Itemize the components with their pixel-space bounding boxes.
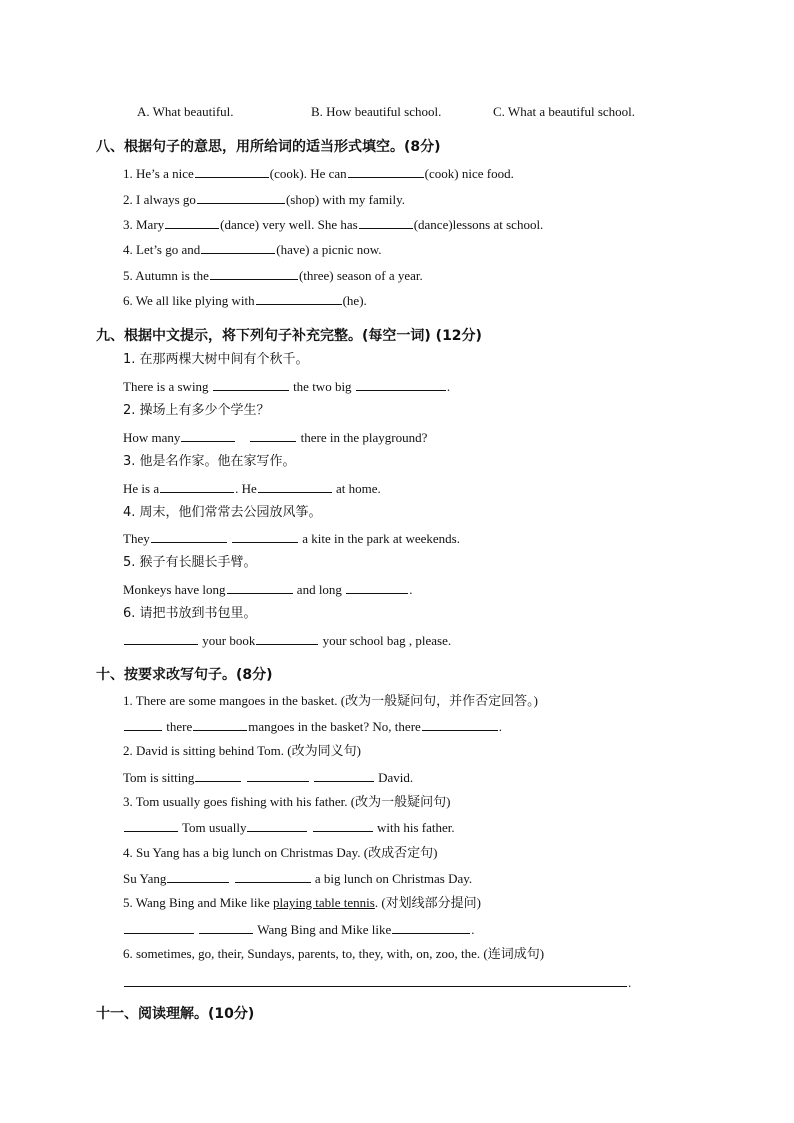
text: David. (378, 770, 414, 785)
blank[interactable] (181, 429, 235, 442)
blank[interactable] (247, 769, 309, 782)
text: (dance)lessons at school. (413, 217, 544, 232)
text: . (471, 922, 475, 937)
s10-q4: 4. Su Yang has a big lunch on Christmas Day. (改成否定句) (123, 845, 438, 860)
text: (three) season of a year. (298, 268, 423, 283)
blank[interactable] (258, 480, 332, 493)
blank[interactable] (124, 974, 627, 987)
text: Tom usually (182, 820, 247, 835)
blank[interactable] (199, 921, 253, 934)
blank[interactable] (227, 581, 293, 594)
text: there (166, 719, 193, 734)
s10-q2: 2. David is sitting behind Tom. (改为同义句) (123, 743, 361, 758)
section-9-heading: 九、根据中文提示，将下列句子补充完整。(每空一词) (12分) (96, 328, 482, 344)
blank[interactable] (124, 819, 178, 832)
text: 2. I always go (123, 192, 196, 207)
text: . (498, 719, 503, 734)
blank[interactable] (124, 921, 194, 934)
text: (dance) very well. She has (220, 217, 358, 232)
blank[interactable] (346, 581, 408, 594)
text: 1. He’s a nice (123, 166, 194, 181)
text: How many (123, 430, 181, 445)
blank[interactable] (235, 870, 311, 883)
text: . (446, 379, 451, 394)
s10-q3: 3. Tom usually goes fishing with his father. (改为一般疑问句) (123, 794, 451, 809)
text: with his father. (376, 820, 455, 835)
s10-q3-answer (123, 819, 455, 836)
blank[interactable] (256, 292, 342, 305)
s8-question-5 (123, 267, 423, 284)
text: 5. Autumn is the (123, 268, 209, 283)
text: 5. Wang Bing and Mike like (123, 895, 270, 910)
text: . (对划线部分提问) (374, 895, 481, 910)
text: Tom is sitting (123, 770, 195, 785)
text: a big lunch on Christmas Day. (314, 871, 473, 886)
text: (cook) nice food. (424, 166, 514, 181)
text: Su Yang (123, 871, 167, 886)
text: (cook). He can (269, 166, 347, 181)
s9-q3-chinese: 3. 他是名作家。他在家写作。 (123, 454, 296, 469)
text: He is a (123, 481, 160, 496)
s9-q3-answer (123, 480, 381, 497)
section-10-heading: 十、按要求改写句子。(8分) (96, 667, 273, 683)
text: (have) a picnic now. (276, 242, 382, 257)
blank[interactable] (213, 378, 289, 391)
text: 4. Let’s go and (123, 242, 201, 257)
s9-q5-chinese: 5. 猴子有长腿长手臂。 (123, 555, 257, 570)
blank[interactable] (356, 378, 446, 391)
blank[interactable] (193, 718, 247, 731)
s8-question-4 (123, 241, 382, 258)
s8-question-6 (123, 292, 367, 309)
s8-question-3 (123, 216, 543, 233)
s10-q1: 1. There are some mangoes in the basket. (改为一般疑问句，并作否定回答。) (123, 693, 538, 708)
s9-q1-chinese: 1. 在那两棵大树中间有个秋千。 (123, 352, 309, 367)
section-11-heading: 十一、阅读理解。(10分) (96, 1006, 255, 1022)
blank[interactable] (256, 632, 318, 645)
text: there in the playground? (300, 430, 428, 445)
blank[interactable] (167, 870, 229, 883)
blank[interactable] (151, 530, 227, 543)
s10-q5-answer (123, 921, 475, 938)
blank[interactable] (392, 921, 470, 934)
underlined-phrase: playing table tennis (273, 895, 375, 910)
blank[interactable] (195, 769, 241, 782)
text: They (123, 531, 150, 546)
text: 3. Mary (123, 217, 165, 232)
blank[interactable] (313, 819, 373, 832)
s10-q4-answer (123, 870, 472, 887)
s10-q2-answer (123, 769, 413, 786)
blank[interactable] (197, 191, 285, 204)
text: mangoes in the basket? No, there (248, 719, 421, 734)
blank[interactable] (348, 165, 424, 178)
s9-q6-answer (123, 632, 451, 649)
blank[interactable] (232, 530, 298, 543)
blank[interactable] (247, 819, 307, 832)
blank[interactable] (422, 718, 498, 731)
text: at home. (336, 481, 381, 496)
blank[interactable] (160, 480, 234, 493)
option-b: B. How beautiful school. (311, 104, 442, 119)
blank[interactable] (165, 216, 219, 229)
text: There is a swing (123, 379, 209, 394)
s10-q6: 6. sometimes, go, their, Sundays, parents, to, they, with, on, zoo, the. (连词成句) (123, 946, 545, 961)
text: a kite in the park at weekends. (302, 531, 460, 546)
section-8-heading: 八、根据句子的意思，用所给词的适当形式填空。(8分) (96, 139, 441, 155)
s8-question-2 (123, 191, 405, 208)
s10-q1-answer (123, 718, 502, 735)
text: your book (202, 633, 256, 648)
blank[interactable] (250, 429, 296, 442)
text: Monkeys have long (123, 582, 226, 597)
blank[interactable] (124, 718, 162, 731)
text: Wang Bing and Mike like (257, 922, 392, 937)
text: (shop) with my family. (285, 192, 405, 207)
s9-q5-answer (123, 581, 412, 598)
text: 6. We all like plying with (123, 293, 255, 308)
s10-q6-answer (123, 974, 631, 991)
blank[interactable] (210, 267, 298, 280)
blank[interactable] (195, 165, 269, 178)
text: and long (296, 582, 342, 597)
s10-q5 (123, 895, 481, 911)
s9-q2-answer (123, 429, 427, 446)
text: the two big (293, 379, 352, 394)
s8-question-1 (123, 165, 514, 182)
text: . He (235, 481, 257, 496)
blank[interactable] (124, 632, 198, 645)
s9-q4-chinese: 4. 周末，他们常常去公园放风筝。 (123, 505, 322, 520)
blank[interactable] (201, 241, 275, 254)
s9-q6-chinese: 6. 请把书放到书包里。 (123, 606, 257, 621)
option-c: C. What a beautiful school. (493, 104, 636, 119)
text: . (409, 582, 413, 597)
s9-q1-answer (123, 378, 450, 395)
text: . (628, 975, 632, 990)
s9-q4-answer (123, 530, 460, 547)
s9-q2-chinese: 2. 操场上有多少个学生？ (123, 403, 270, 418)
text: your school bag , please. (322, 633, 452, 648)
blank[interactable] (314, 769, 374, 782)
blank[interactable] (359, 216, 413, 229)
option-a: A. What beautiful. (137, 104, 234, 119)
text: (he). (342, 293, 367, 308)
